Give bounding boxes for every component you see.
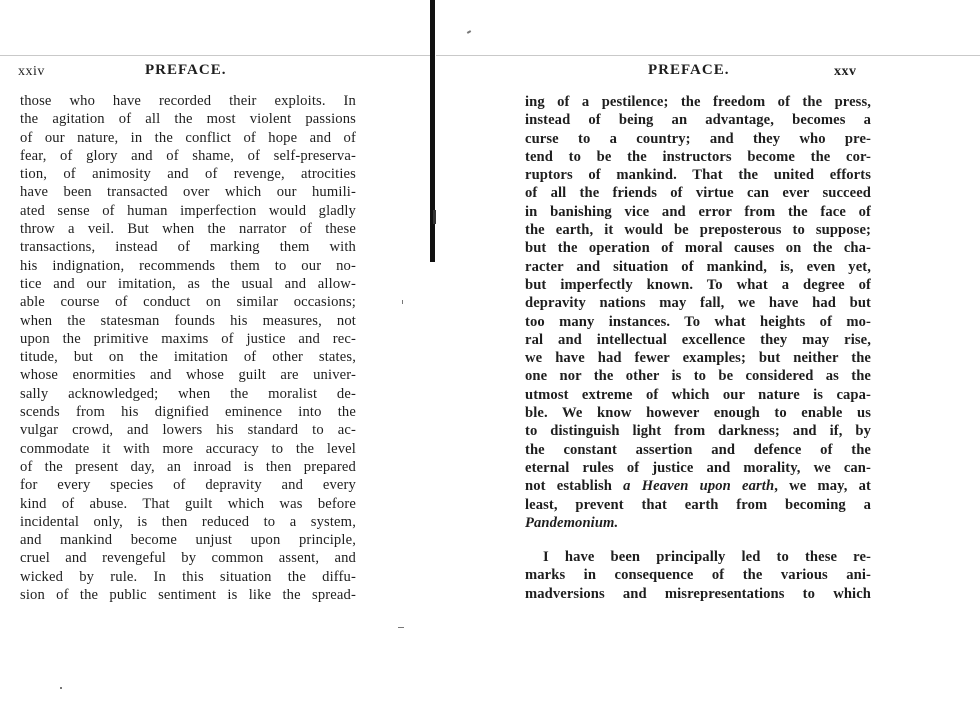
- text-line: able course of conduct on similar occasions;: [20, 294, 356, 311]
- text-line: those who have recorded their exploits. In: [20, 93, 356, 109]
- text-line: vulgar crowd, and lowers his standard to ac-: [20, 422, 356, 439]
- text-line: sally acknowledged; when the moralist de-: [20, 385, 356, 402]
- text-line: his indignation, recommends them to our no-: [20, 257, 356, 274]
- text-line: we have had fewer examples; but neither the: [525, 350, 871, 367]
- text-line: whose enormities and whose guilt are univer-: [20, 367, 356, 384]
- text-line: the agitation of all the most violent passions: [20, 111, 356, 128]
- text-line: depravity nations may fall, we have had but: [525, 295, 871, 312]
- text-line: ral and intellectual excellence they may rise,: [525, 331, 871, 348]
- text-line: kind of abuse. That guilt which was before: [20, 495, 356, 512]
- text-line: ruptors of mankind. That the united efforts: [525, 167, 871, 184]
- text-line: of the present day, an inroad is then prepared: [20, 458, 356, 475]
- text-line: for every species of depravity and every: [20, 477, 356, 494]
- left-body-text: [20, 92, 356, 604]
- left-page: [0, 0, 430, 719]
- text-line: fear, of glory and of shame, of self-preserva-: [20, 147, 356, 164]
- text-line: marks in consequence of the various ani-: [525, 567, 871, 584]
- scan-speck: [60, 687, 62, 689]
- text-line: I have been principally led to these re-: [543, 549, 871, 566]
- text-line: racter and situation of mankind, is, even yet,: [525, 258, 871, 275]
- left-folio: xxiv: [18, 64, 45, 79]
- text-line: ble. We know however enough to enable us: [525, 405, 871, 422]
- text-line: but the operation of moral causes on the cha-: [525, 240, 871, 257]
- text-line: and mankind become unjust upon principle,: [20, 532, 356, 549]
- text-line: ated sense of human imperfection would gladly: [20, 202, 356, 219]
- text-line: throw a veil. But when the narrator of these: [20, 221, 356, 238]
- text-line: one nor the other is to be considered as the: [525, 368, 871, 385]
- right-body-text: [525, 93, 871, 603]
- right-folio: xxv: [834, 64, 857, 79]
- text-line: too many instances. To what heights of mo-: [525, 313, 871, 330]
- text-line: instead of being an advantage, becomes a: [525, 112, 871, 129]
- text-line: curse to a country; and they who pre-: [525, 130, 871, 147]
- text-line: utmost extreme of which our nature is capa-: [525, 386, 871, 403]
- text-line: wicked by rule. In this situation the diffu-: [20, 568, 356, 585]
- right-page: [436, 0, 980, 719]
- text-line: the constant assertion and defence of the: [525, 441, 871, 458]
- text-line: commodate it with more accuracy to the level: [20, 440, 356, 457]
- text-line: but imperfectly known. To what a degree of: [525, 276, 871, 293]
- text-line: ing of a pestilence; the freedom of the press,: [525, 94, 871, 110]
- text-line: of our nature, in the conflict of hope and of: [20, 129, 356, 146]
- text-line: of all the friends of virtue can ever succeed: [525, 185, 871, 202]
- text-line: titude, but on the imitation of other states,: [20, 349, 356, 366]
- paragraph-gap: [525, 532, 871, 548]
- text-line: in banishing vice and error from the face of: [525, 203, 871, 220]
- text-line: scends from his dignified eminence into the: [20, 404, 356, 421]
- text-line: incidental only, is then reduced to a system,: [20, 513, 356, 530]
- scan-speck: [402, 300, 403, 304]
- left-running-head: PREFACE.: [145, 62, 227, 78]
- scan-speck: [398, 627, 404, 628]
- text-line: cruel and revengeful by common assent, and: [20, 550, 356, 567]
- text-line: not establish a Heaven upon earth, we may, at: [525, 478, 871, 495]
- text-line: when the statesman founds his measures, not: [20, 312, 356, 329]
- text-line: tend to be the instructors become the cor-: [525, 148, 871, 165]
- text-line: to distinguish light from darkness; and if, by: [525, 423, 871, 440]
- text-line: eternal rules of justice and morality, we can-: [525, 459, 871, 476]
- text-line: transactions, instead of marking them with: [20, 239, 356, 256]
- right-running-head: PREFACE.: [648, 62, 730, 78]
- text-line: sion of the public sentiment is like the spread-: [20, 587, 356, 604]
- text-line: the earth, it would be preposterous to suppose;: [525, 222, 871, 239]
- text-line: tice and our imitation, as the usual and allow-: [20, 275, 356, 292]
- text-line: madversions and misrepresentations to which: [525, 585, 871, 602]
- text-line: tion, of animosity and of revenge, atrocities: [20, 166, 356, 183]
- text-line: have been transacted over which our humili-: [20, 184, 356, 201]
- text-line: upon the primitive maxims of justice and rec-: [20, 330, 356, 347]
- text-line: least, prevent that earth from becoming a: [525, 496, 871, 513]
- text-line: Pandemonium.: [525, 514, 619, 531]
